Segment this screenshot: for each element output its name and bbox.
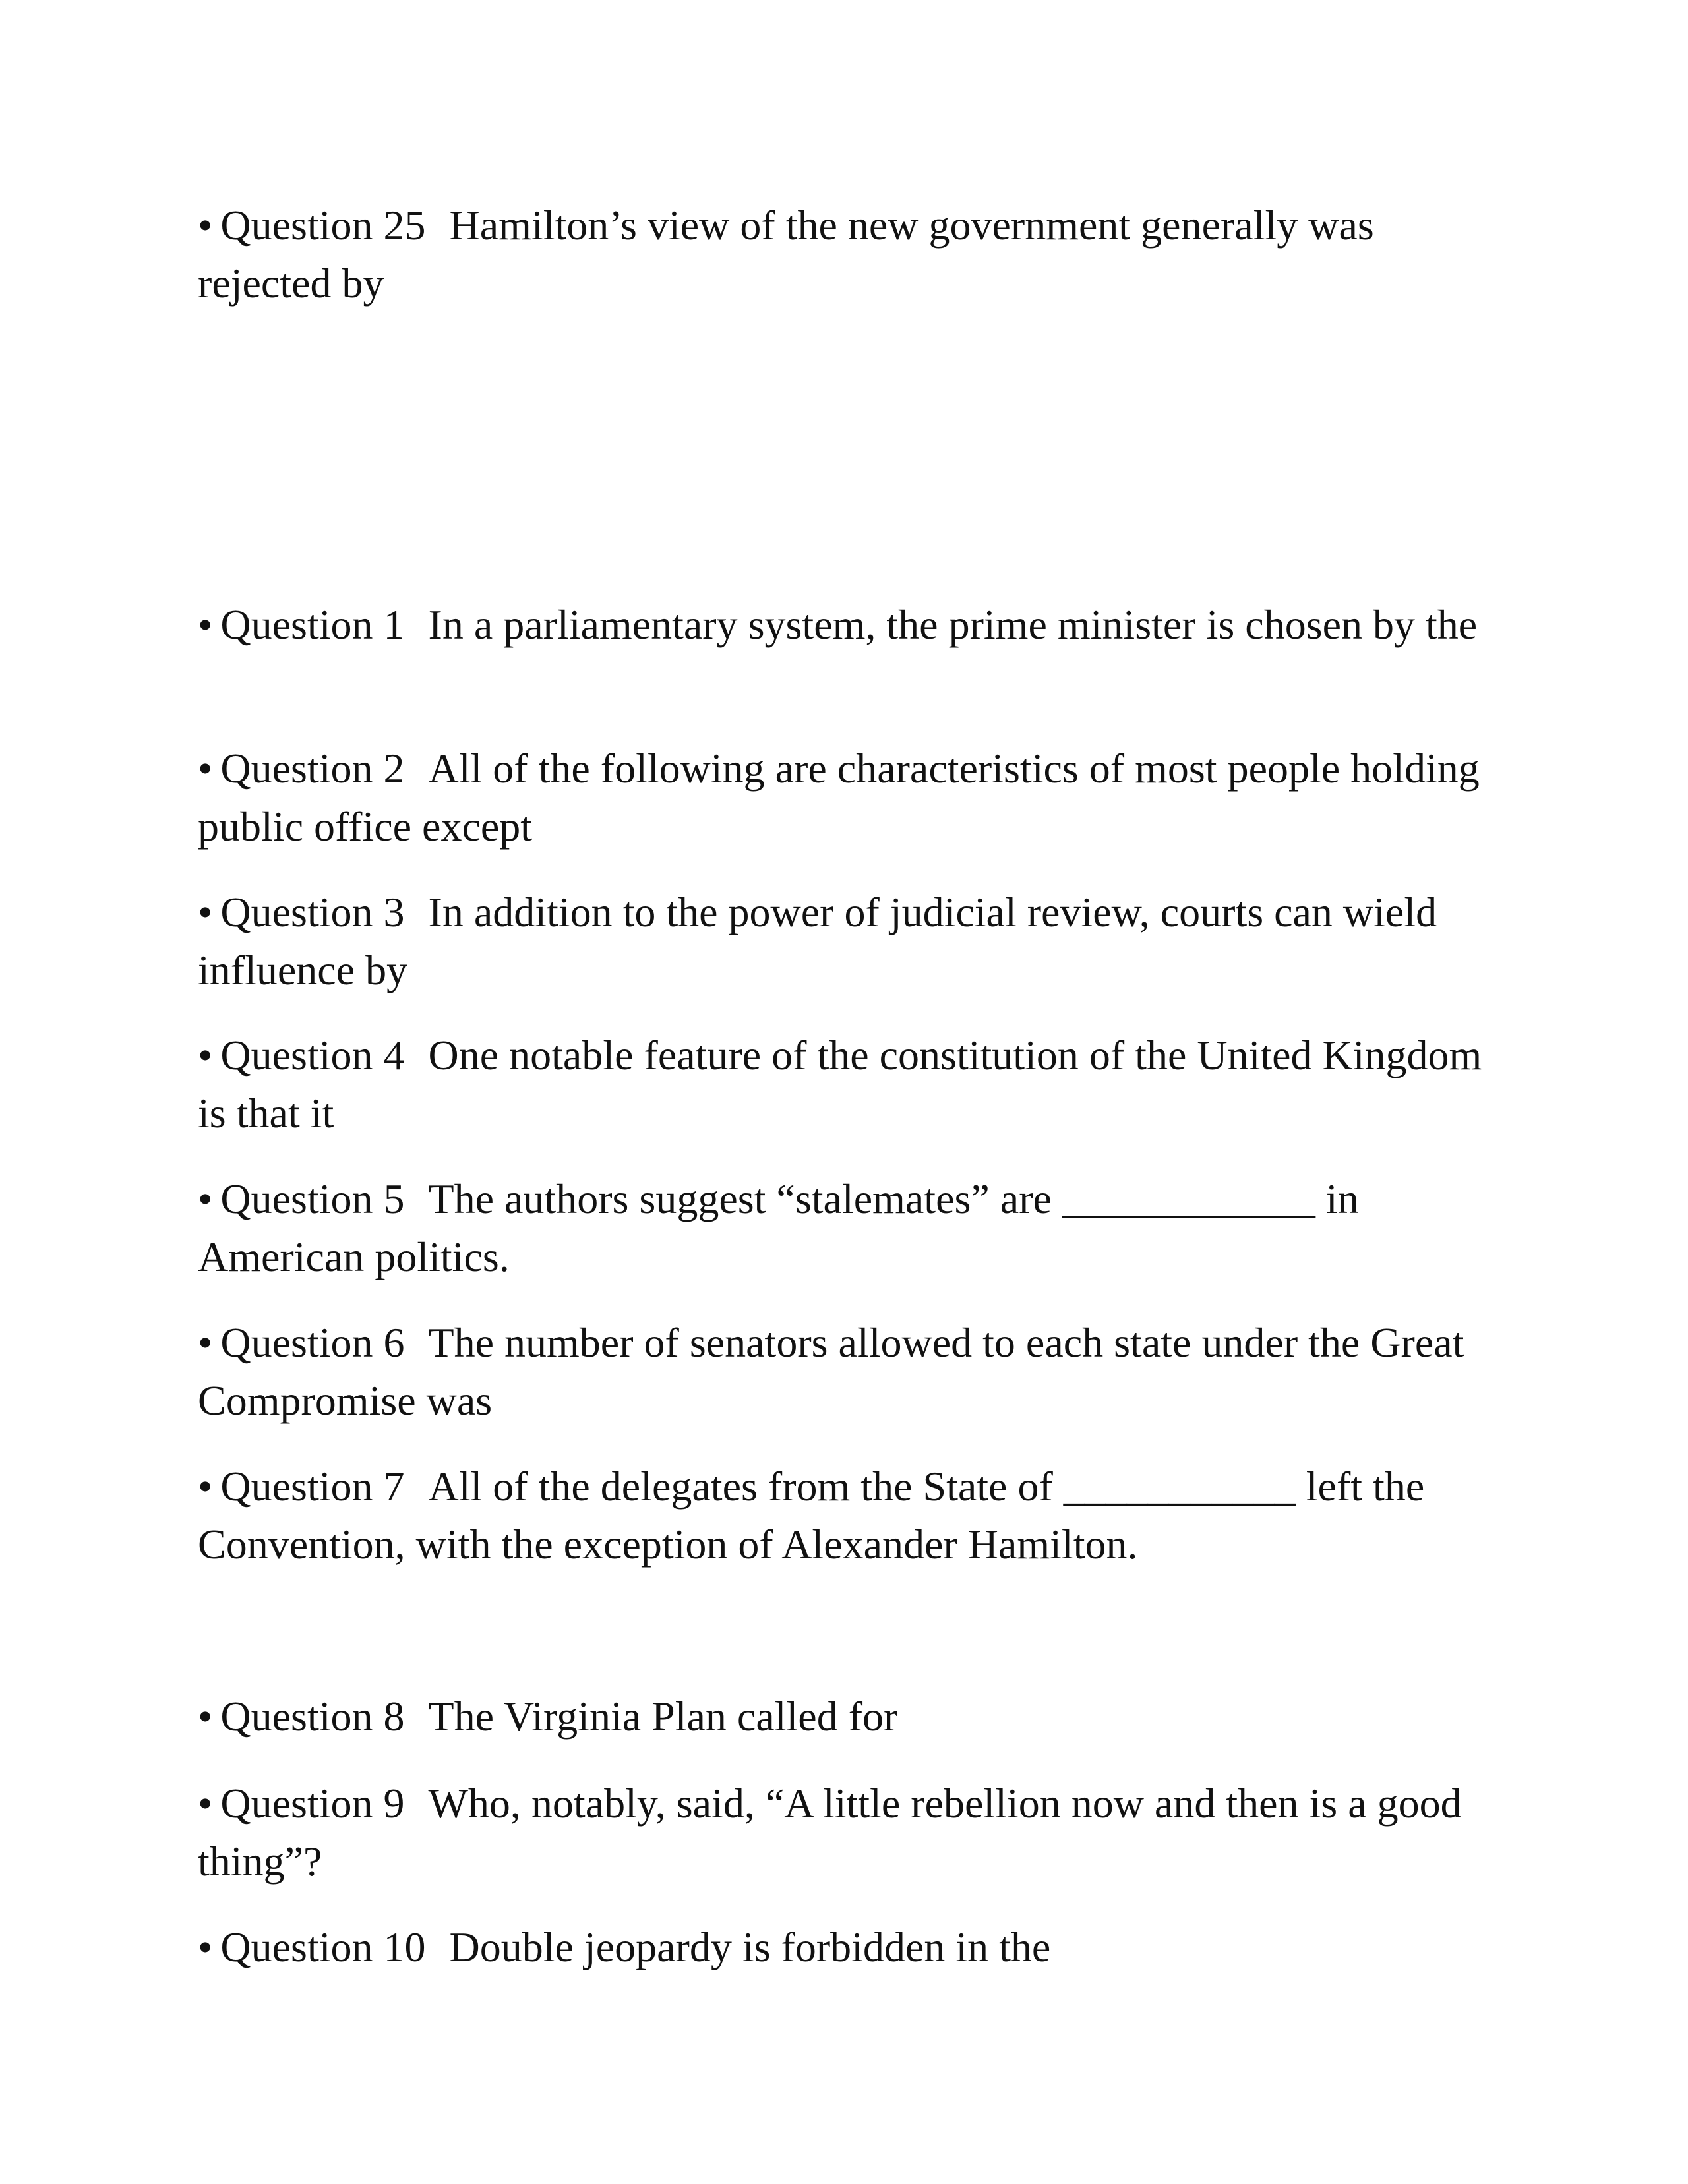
question-text: Who, notably, said, “A little rebellion now and then is a good thing”? xyxy=(198,1780,1462,1885)
question-text: Double jeopardy is forbidden in the xyxy=(449,1924,1051,1970)
bullet: • xyxy=(198,1463,213,1510)
bullet: • xyxy=(198,1319,213,1366)
bullet: • xyxy=(198,1032,213,1078)
bullet: • xyxy=(198,745,213,792)
question-item xyxy=(198,740,1503,856)
bullet: • xyxy=(198,202,213,249)
question-number: Question 4 xyxy=(220,1032,405,1078)
question-item xyxy=(198,1918,1503,1976)
question-number: Question 1 xyxy=(220,601,405,648)
question-number: Question 5 xyxy=(220,1175,405,1222)
question-number: Question 6 xyxy=(220,1319,405,1366)
question-item xyxy=(198,1458,1503,1574)
bullet: • xyxy=(198,601,213,648)
bullet: • xyxy=(198,1175,213,1222)
question-text: The number of senators allowed to each state under the Great Compromise was xyxy=(198,1319,1464,1424)
question-item xyxy=(198,1170,1503,1286)
question-item xyxy=(198,1314,1503,1430)
question-item xyxy=(198,1688,1503,1746)
bullet: • xyxy=(198,1780,213,1827)
question-text: One notable feature of the constitution of the United Kingdom is that it xyxy=(198,1032,1482,1136)
question-item xyxy=(198,196,1503,312)
question-item xyxy=(198,596,1503,654)
question-number: Question 2 xyxy=(220,745,405,792)
question-number: Question 7 xyxy=(220,1463,405,1510)
question-text: Hamilton’s view of the new government generally was rejected by xyxy=(198,202,1374,307)
bullet: • xyxy=(198,889,213,935)
question-item xyxy=(198,883,1503,999)
question-number: Question 3 xyxy=(220,889,405,935)
question-number: Question 10 xyxy=(220,1924,426,1970)
bullet: • xyxy=(198,1924,213,1970)
question-item xyxy=(198,1775,1503,1891)
question-text: In addition to the power of judicial review, courts can wield influence by xyxy=(198,889,1437,993)
question-number: Question 8 xyxy=(220,1693,405,1740)
question-text: In a parliamentary system, the prime minister is chosen by the xyxy=(428,601,1478,648)
question-item xyxy=(198,1026,1503,1142)
question-number: Question 25 xyxy=(220,202,426,249)
question-number: Question 9 xyxy=(220,1780,405,1827)
question-text: The Virginia Plan called for xyxy=(428,1693,898,1740)
question-text: All of the delegates from the State of ___________ left the Convention, with the exception of Alexander Hamilton. xyxy=(198,1463,1425,1568)
question-text: The authors suggest “stalemates” are ____________ in American politics. xyxy=(198,1175,1359,1280)
bullet: • xyxy=(198,1693,213,1740)
question-text: All of the following are characteristics of most people holding public office except xyxy=(198,745,1480,850)
